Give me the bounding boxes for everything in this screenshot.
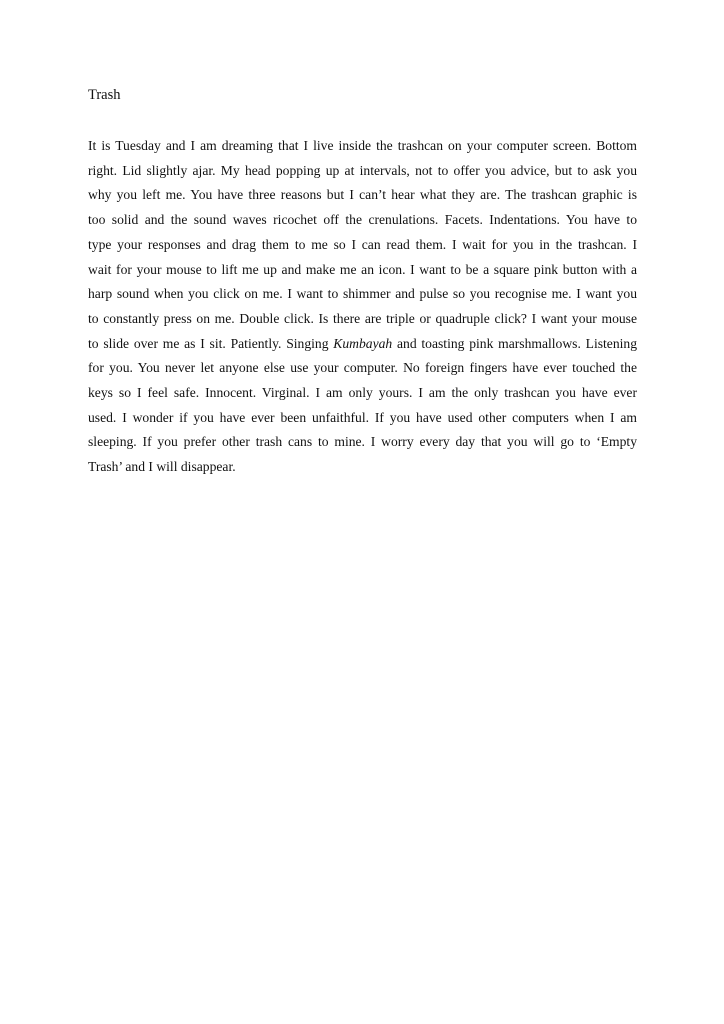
- paragraph-line: It is Tuesday and I am dreaming that I live inside the trashcan on your computer screen. Bottom: [88, 138, 637, 153]
- paragraph-line: type your responses and drag them to me so I can read them. I wait for you in the trashcan. I: [88, 236, 637, 252]
- line-text-after-italic: and toasting pink marshmallows. Listening: [392, 335, 637, 351]
- line-text-before-italic: to slide over me as I sit. Patiently. Singing: [88, 335, 334, 351]
- paragraph-line: wait for your mouse to lift me up and make me an icon. I want to be a square pink button with a: [88, 261, 637, 277]
- paragraph-line: sleeping. If you prefer other trash cans to mine. I worry every day that you will go to ‘Empty: [88, 434, 637, 450]
- paragraph-line: harp sound when you click on me. I want to shimmer and pulse so you recognise me. I want you: [88, 286, 637, 302]
- paragraph-line: too solid and the sound waves ricochet off the crenulations. Facets. Indentations. You have to: [88, 212, 637, 228]
- paragraph-line: used. I wonder if you have ever been unfaithful. If you have used other computers when I am: [88, 409, 637, 425]
- paragraph-line: to constantly press on me. Double click. Is there are triple or quadruple click? I want your mouse: [88, 310, 637, 326]
- document-body-paragraph: [88, 134, 637, 480]
- paragraph-line: keys so I feel safe. Innocent. Virginal. I am only yours. I am the only trashcan you have ever: [88, 385, 637, 401]
- paragraph-line: why you left me. You have three reasons but I can’t hear what they are. The trashcan graphic is: [88, 187, 637, 203]
- paragraph-line: for you. You never let anyone else use your computer. No foreign fingers have ever touched the: [88, 360, 637, 376]
- document-title: Trash: [88, 87, 121, 103]
- paragraph-line: right. Lid slightly ajar. My head popping up at intervals, not to offer you advice, but to ask you: [88, 162, 637, 178]
- paragraph-line: Trash’ and I will disappear.: [88, 459, 236, 475]
- paragraph-line: [88, 332, 637, 357]
- italic-song-title: Kumbayah: [333, 335, 393, 351]
